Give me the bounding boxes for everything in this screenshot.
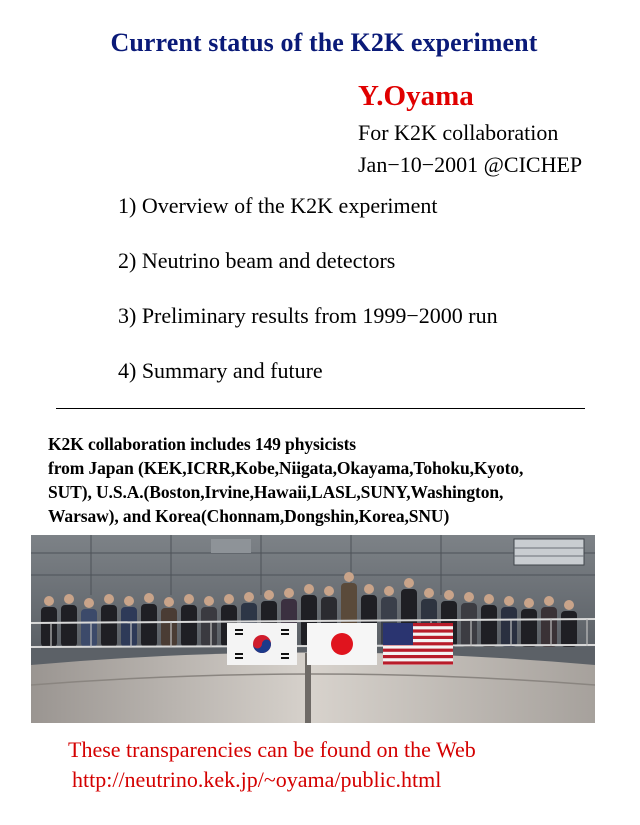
outline-item: 2) Neutrino beam and detectors <box>118 248 396 273</box>
outline-item: 3) Preliminary results from 1999−2000 run <box>118 303 498 328</box>
affiliation: For K2K collaboration <box>358 120 559 145</box>
collaboration-line: K2K collaboration includes 149 physicists <box>48 434 357 454</box>
collaboration-line: from Japan (KEK,ICRR,Kobe,Niigata,Okayama,Tohoku,Kyoto, <box>48 458 524 478</box>
author-name: Y.Oyama <box>358 80 474 112</box>
web-url-link[interactable]: http://neutrino.kek.jp/~oyama/public.html <box>72 767 442 792</box>
outline-item: 1) Overview of the K2K experiment <box>118 193 438 218</box>
collaboration-line: SUT), U.S.A.(Boston,Irvine,Hawaii,LASL,SUNY,Washington, <box>48 482 504 502</box>
japan-flag <box>307 623 377 665</box>
outline-item: 4) Summary and future <box>118 358 323 383</box>
slide-title: Current status of the K2K experiment <box>110 28 538 57</box>
group-photo-illustration <box>31 535 595 723</box>
date-venue: Jan−10−2001 @CICHEP <box>358 152 583 177</box>
collaboration-photo <box>31 535 595 723</box>
web-label: These transparencies can be found on the Web <box>68 737 476 762</box>
outline-list <box>118 192 498 412</box>
korea-flag <box>227 623 297 665</box>
collaboration-line: Warsaw), and Korea(Chonnam,Dongshin,Korea,SNU) <box>48 506 450 526</box>
collaboration-text <box>48 432 608 528</box>
divider <box>56 408 585 409</box>
usa-flag <box>383 623 453 665</box>
